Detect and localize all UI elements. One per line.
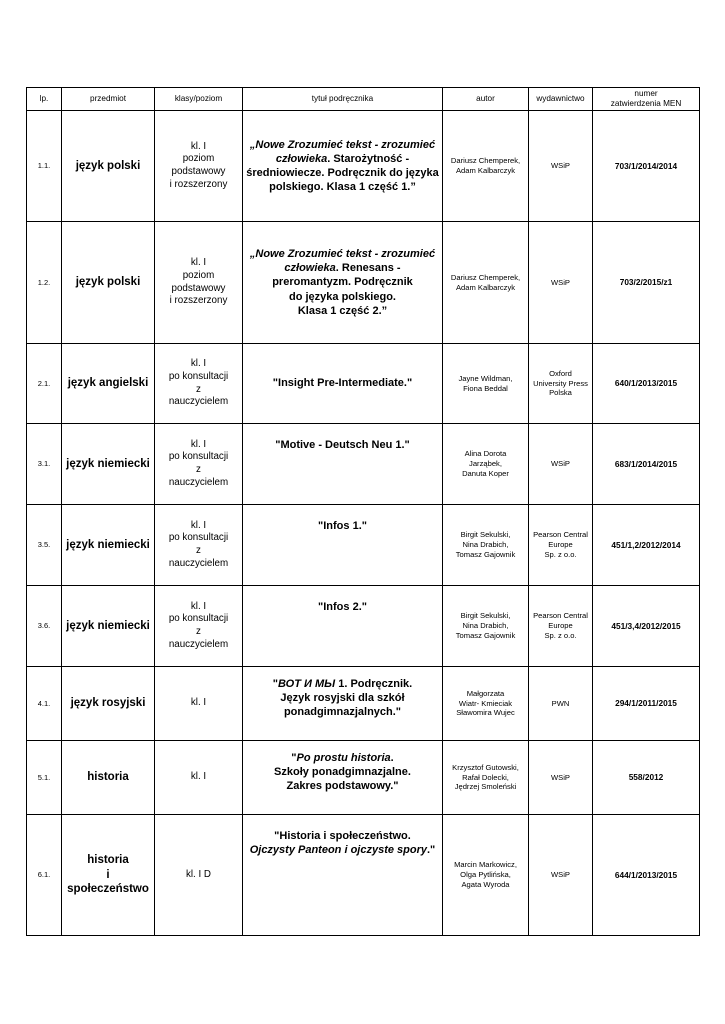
title-text: Klasa 1 część 2.” bbox=[297, 304, 388, 317]
publisher-cell-line: WSiP bbox=[551, 870, 570, 880]
title-line bbox=[246, 677, 439, 691]
subject-cell bbox=[62, 815, 155, 936]
author-cell-line: Marcin Markowicz, bbox=[454, 860, 517, 870]
subject-cell bbox=[62, 344, 155, 424]
author-cell bbox=[443, 505, 529, 586]
publisher-cell-line: WSiP bbox=[551, 772, 570, 782]
approval-number: 640/1/2013/2015 bbox=[593, 344, 700, 424]
title-text: "Historia i społeczeństwo. bbox=[274, 830, 411, 842]
title-line bbox=[246, 519, 439, 533]
table-row bbox=[27, 222, 700, 344]
title-line bbox=[246, 779, 439, 793]
author-cell-line: Jayne Wildman, bbox=[458, 373, 513, 383]
author-cell-line: Rafał Dolecki, bbox=[462, 772, 509, 782]
title-cell bbox=[243, 111, 443, 222]
subject-cell bbox=[62, 741, 155, 815]
title-line bbox=[246, 261, 439, 275]
author-cell bbox=[443, 741, 529, 815]
subject-cell bbox=[62, 424, 155, 505]
level-cell-line: kl. I bbox=[190, 358, 207, 370]
header-lp: lp. bbox=[27, 88, 62, 111]
subject-cell bbox=[62, 586, 155, 667]
approval-number: 703/1/2014/2014 bbox=[593, 111, 700, 222]
title-text: "Insight Pre-Intermediate." bbox=[272, 377, 413, 390]
level-cell bbox=[155, 222, 243, 344]
publisher-cell-line: Pearson Central bbox=[533, 611, 588, 621]
level-cell-line: z bbox=[196, 383, 201, 395]
title-text: preromantyzm. Podręcznik bbox=[272, 276, 413, 289]
level-cell-line: i rozszerzony bbox=[169, 178, 228, 190]
level-cell-line: po konsultacji bbox=[168, 451, 229, 463]
author-cell bbox=[443, 111, 529, 222]
level-cell-line: podstawowy bbox=[171, 166, 226, 177]
title-text: Szkoły ponadgimnazjalne. bbox=[274, 766, 411, 779]
level-cell bbox=[155, 344, 243, 424]
subject-cell bbox=[62, 111, 155, 222]
subject-cell-line: język rosyjski bbox=[70, 697, 146, 710]
author-cell-line: Olga Pytlińska, bbox=[460, 870, 511, 880]
author-cell-line: Tomasz Gajownik bbox=[455, 549, 516, 559]
level-cell bbox=[155, 586, 243, 667]
row-number: 3.1. bbox=[27, 424, 62, 505]
title-line bbox=[246, 843, 439, 857]
title-cell bbox=[243, 424, 443, 505]
title-italic: Po prostu historia bbox=[296, 752, 391, 764]
level-cell-line: kl. I bbox=[190, 600, 207, 612]
subject-cell-line: język polski bbox=[75, 159, 141, 172]
title-line bbox=[246, 180, 439, 194]
table-row bbox=[27, 505, 700, 586]
publisher-cell-line: WSiP bbox=[551, 277, 570, 287]
header-publisher: wydawnictwo bbox=[529, 88, 593, 111]
title-line bbox=[246, 600, 439, 614]
author-cell-line: Danuta Koper bbox=[462, 468, 509, 478]
header-row bbox=[27, 88, 700, 111]
publisher-cell bbox=[529, 741, 593, 815]
level-cell-line: kl. I bbox=[190, 438, 207, 450]
table-row bbox=[27, 344, 700, 424]
publisher-cell bbox=[529, 344, 593, 424]
title-line bbox=[246, 751, 439, 765]
title-text: " bbox=[291, 752, 297, 764]
title-line bbox=[246, 705, 439, 719]
publisher-cell-line: Europe bbox=[548, 621, 573, 631]
title-rest: 1. Podręcznik. bbox=[335, 678, 413, 690]
publisher-cell bbox=[529, 222, 593, 344]
publisher-cell-line: University Press bbox=[533, 378, 588, 388]
author-cell-line: Adam Kalbarczyk bbox=[455, 282, 516, 292]
level-cell-line: kl. I D bbox=[185, 868, 212, 880]
title-text: człowieka bbox=[275, 152, 328, 165]
approval-number: 451/3,4/2012/2015 bbox=[593, 586, 700, 667]
publisher-cell bbox=[529, 586, 593, 667]
level-cell-line: po konsultacji bbox=[168, 370, 229, 382]
author-cell-line: Krzysztof Gutowski, bbox=[452, 762, 519, 772]
title-rest: . Starożytność - bbox=[327, 152, 410, 165]
publisher-cell-line: Sp. z o.o. bbox=[544, 630, 577, 640]
level-cell-line: poziom bbox=[182, 153, 215, 165]
approval-number: 644/1/2013/2015 bbox=[593, 815, 700, 936]
title-line bbox=[246, 765, 439, 779]
approval-number: 558/2012 bbox=[593, 741, 700, 815]
subject-cell-line: historia bbox=[87, 853, 129, 866]
table-row bbox=[27, 424, 700, 505]
author-cell bbox=[443, 424, 529, 505]
header-number-line2: zatwierdzenia MEN bbox=[610, 99, 682, 108]
level-cell-line: nauczycielem bbox=[168, 638, 229, 650]
subject-cell bbox=[62, 222, 155, 344]
level-cell-line: nauczycielem bbox=[168, 557, 229, 569]
level-cell-line: kl. I bbox=[190, 771, 207, 783]
publisher-cell bbox=[529, 505, 593, 586]
row-number: 1.1. bbox=[27, 111, 62, 222]
level-cell-line: kl. I bbox=[190, 140, 207, 152]
author-cell-line: Agata Wyroda bbox=[461, 879, 510, 889]
subject-cell bbox=[62, 667, 155, 741]
table-row bbox=[27, 586, 700, 667]
title-text: " bbox=[272, 678, 279, 690]
title-line bbox=[246, 691, 439, 705]
subject-cell-line: historia bbox=[87, 771, 129, 784]
level-cell-line: nauczycielem bbox=[168, 476, 229, 488]
publisher-cell-line: PWN bbox=[551, 698, 570, 708]
level-cell bbox=[155, 111, 243, 222]
title-text: „Nowe Zrozumieć tekst - zrozumieć bbox=[249, 248, 436, 261]
row-number: 5.1. bbox=[27, 741, 62, 815]
author-cell-line: Sławomira Wujec bbox=[456, 708, 515, 718]
title-text: „Nowe Zrozumieć tekst - zrozumieć bbox=[249, 138, 436, 151]
author-cell-line: Nina Drabich, bbox=[462, 540, 509, 550]
title-line bbox=[246, 138, 439, 152]
title-line bbox=[246, 275, 439, 289]
publisher-cell-line: Polska bbox=[549, 388, 572, 398]
title-line bbox=[246, 304, 439, 318]
author-cell-line: Jarząbek, bbox=[469, 459, 502, 469]
subject-cell-line: i społeczeństwo bbox=[67, 868, 149, 896]
level-cell-line: poziom bbox=[182, 269, 215, 281]
publisher-cell-line: Pearson Central bbox=[533, 530, 588, 540]
author-cell-line: Birgit Sekulski, bbox=[460, 530, 511, 540]
author-cell-line: Jędrzej Smoleński bbox=[454, 782, 517, 792]
header-author: autor bbox=[443, 88, 529, 111]
author-cell-line: Małgorzata bbox=[466, 688, 505, 698]
title-text: "Infos 1." bbox=[318, 520, 367, 532]
subject-cell-line: język angielski bbox=[67, 377, 149, 390]
title-cell bbox=[243, 741, 443, 815]
author-cell-line: Birgit Sekulski, bbox=[460, 611, 511, 621]
table-row bbox=[27, 667, 700, 741]
level-cell-line: podstawowy bbox=[171, 282, 226, 294]
table-row bbox=[27, 111, 700, 222]
approval-number: 703/2/2015/z1 bbox=[593, 222, 700, 344]
author-cell bbox=[443, 815, 529, 936]
title-text: średniowiecze. Podręcznik do języka bbox=[246, 167, 439, 179]
level-cell bbox=[155, 741, 243, 815]
title-text: "Infos 2." bbox=[318, 601, 367, 613]
level-cell-line: z bbox=[196, 545, 201, 556]
title-cell bbox=[243, 667, 443, 741]
header-subject: przedmiot bbox=[62, 88, 155, 111]
publisher-cell-line: Oxford bbox=[549, 368, 572, 378]
subject-cell-line: język niemiecki bbox=[66, 538, 150, 551]
table-row bbox=[27, 741, 700, 815]
title-cell bbox=[243, 815, 443, 936]
textbook-table bbox=[26, 87, 700, 936]
author-cell-line: Nina Drabich, bbox=[462, 621, 509, 631]
author-cell-line: Dariusz Chemperek, bbox=[450, 272, 521, 282]
title-text: człowieka bbox=[284, 262, 336, 275]
publisher-cell bbox=[529, 111, 593, 222]
author-cell bbox=[443, 344, 529, 424]
level-cell-line: z bbox=[196, 464, 201, 475]
title-rest: . Renesans - bbox=[335, 262, 401, 275]
publisher-cell bbox=[529, 815, 593, 936]
table-row bbox=[27, 815, 700, 936]
level-cell-line: i rozszerzony bbox=[169, 295, 228, 307]
level-cell-line: z bbox=[196, 626, 201, 637]
author-cell bbox=[443, 667, 529, 741]
title-cell bbox=[243, 344, 443, 424]
publisher-cell bbox=[529, 667, 593, 741]
title-text: ponadgimnazjalnych." bbox=[283, 706, 402, 719]
level-cell-line: po konsultacji bbox=[168, 613, 229, 625]
approval-number: 451/1,2/2012/2014 bbox=[593, 505, 700, 586]
subject-cell-line: język polski bbox=[75, 276, 141, 289]
title-line bbox=[246, 376, 439, 390]
level-cell-line: po konsultacji bbox=[168, 532, 229, 544]
row-number: 2.1. bbox=[27, 344, 62, 424]
level-cell-line: kl. I bbox=[190, 257, 207, 269]
publisher-cell bbox=[529, 424, 593, 505]
level-cell bbox=[155, 667, 243, 741]
level-cell bbox=[155, 815, 243, 936]
author-cell-line: Tomasz Gajownik bbox=[455, 630, 516, 640]
publisher-cell-line: WSiP bbox=[551, 459, 570, 469]
title-cell bbox=[243, 586, 443, 667]
author-cell-line: Dariusz Chemperek, bbox=[450, 156, 521, 166]
row-number: 6.1. bbox=[27, 815, 62, 936]
author-cell bbox=[443, 586, 529, 667]
level-cell bbox=[155, 505, 243, 586]
title-line bbox=[246, 152, 439, 166]
title-text: "Motive - Deutsch Neu 1." bbox=[275, 439, 410, 451]
publisher-cell-line: Europe bbox=[548, 540, 573, 550]
title-line bbox=[246, 438, 439, 452]
subject-cell bbox=[62, 505, 155, 586]
row-number: 3.6. bbox=[27, 586, 62, 667]
title-italic: ВОТ И МЫ bbox=[278, 678, 336, 690]
title-rest: . bbox=[390, 752, 394, 764]
author-cell-line: Adam Kalbarczyk bbox=[455, 166, 516, 175]
author-cell-line: Fiona Beddal bbox=[463, 383, 508, 393]
title-text: polskiego. Klasa 1 część 1.” bbox=[269, 181, 416, 194]
header-level: klasy/poziom bbox=[155, 88, 243, 111]
row-number: 1.2. bbox=[27, 222, 62, 344]
title-text: do języka polskiego. bbox=[289, 290, 396, 303]
level-cell-line: kl. I bbox=[190, 519, 207, 531]
subject-cell-line: język niemiecki bbox=[66, 619, 150, 632]
level-cell-line: nauczycielem bbox=[168, 396, 229, 408]
title-line bbox=[246, 829, 439, 843]
author-cell-line: Alina Dorota bbox=[464, 449, 507, 459]
title-cell bbox=[243, 222, 443, 344]
title-line bbox=[246, 166, 439, 180]
title-text: Język rosyjski dla szkół bbox=[280, 692, 405, 705]
header-title: tytuł podręcznika bbox=[243, 88, 443, 111]
title-cell bbox=[243, 505, 443, 586]
title-line bbox=[246, 247, 439, 261]
header-number-line1: numer bbox=[634, 88, 658, 98]
row-number: 4.1. bbox=[27, 667, 62, 741]
publisher-cell-line: Sp. z o.o. bbox=[544, 549, 577, 559]
subject-cell-line: język niemiecki bbox=[66, 457, 150, 470]
title-text: Zakres podstawowy." bbox=[286, 780, 399, 793]
row-number: 3.5. bbox=[27, 505, 62, 586]
author-cell bbox=[443, 222, 529, 344]
title-italic: Ojczysty Panteon i ojczyste spory bbox=[249, 844, 427, 857]
level-cell-line: kl. I bbox=[190, 697, 207, 709]
publisher-cell-line: WSiP bbox=[551, 161, 570, 171]
title-line bbox=[246, 290, 439, 304]
level-cell bbox=[155, 424, 243, 505]
approval-number: 294/1/2011/2015 bbox=[593, 667, 700, 741]
author-cell-line: Wiatr- Kmieciak bbox=[458, 698, 513, 708]
approval-number: 683/1/2014/2015 bbox=[593, 424, 700, 505]
title-rest: ." bbox=[427, 844, 436, 857]
header-number bbox=[593, 88, 700, 111]
